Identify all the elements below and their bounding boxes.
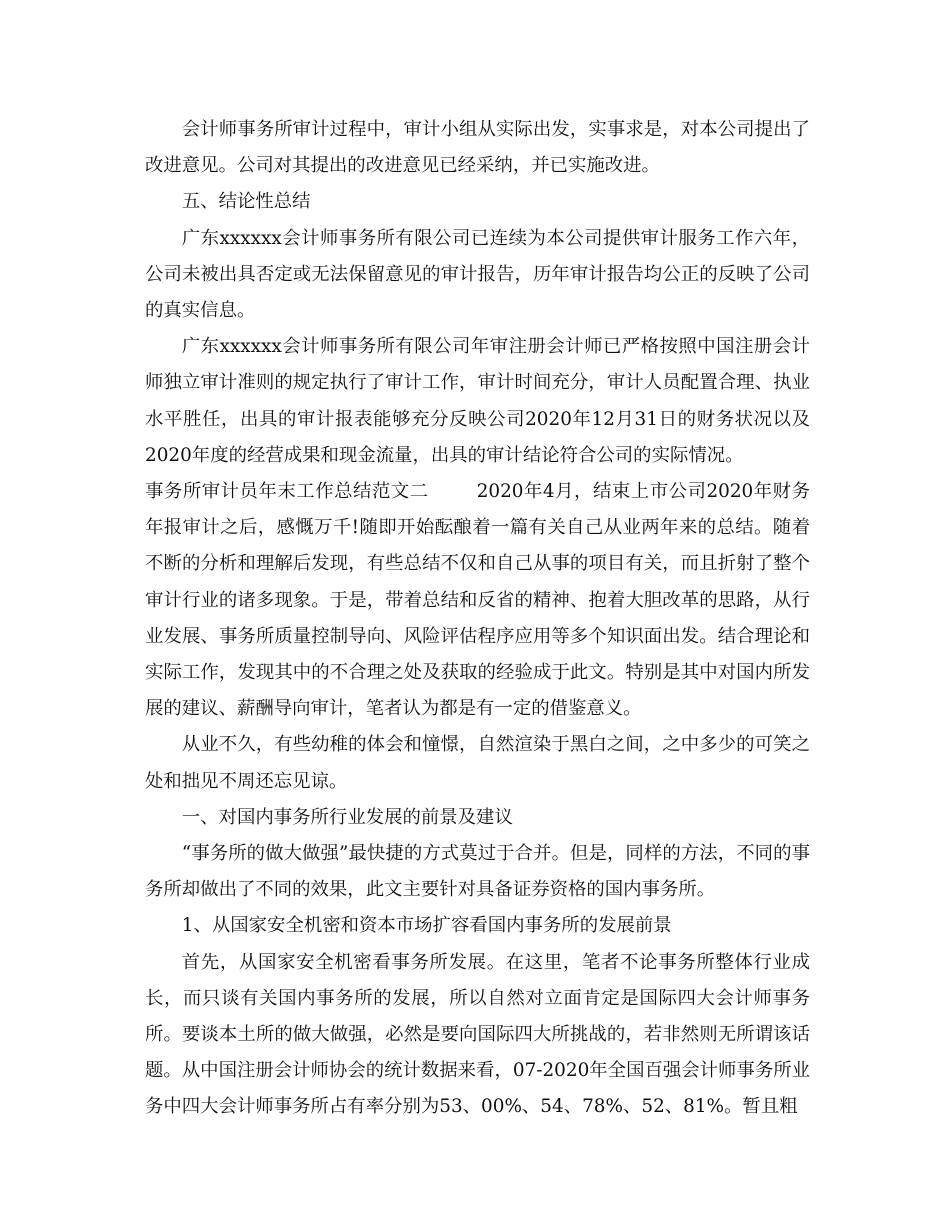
paragraph-audit-improvement: 会计师事务所审计过程中，审计小组从实际出发，实事求是，对本公司提出了改进意见。公司对其提出的改进意见已经采纳，并已实施改进。 bbox=[145, 119, 810, 177]
paragraph-sample-two bbox=[145, 474, 810, 727]
paragraph-national-security: 首先，从国家安全机密看事务所发展。在这里，笔者不论事务所整体行业成长，而只谈有关国内事务所的发展，所以自然对立面肯定是国际四大会计师事务所。要谈本土所的做大做强，必然是要向国际四大所挑战的，若非然则无所谓该话题。从中国注册会计师协会的统计数据来看，07-2020年全国百强会计师事务所业务中四大会计师事务所占有率分别为53、00%、54、78%、52、81%。暂且粗 bbox=[145, 951, 810, 1118]
subsection-heading-national-security: 1、从国家安全机密和资本市场扩容看国内事务所的发展前景 bbox=[181, 915, 672, 937]
paragraph-audit-standards: 广东xxxxxx会计师事务所有限公司年审注册会计师已严格按照中国注册会计师独立审计准则的规定执行了审计工作，审计时间充分，审计人员配置合理、执业水平胜任，出具的审计报表能够充分反映公司2020年12月31日的财务状况以及2020年度的经营成果和现金流量，出具的审计结论符合公司的实际情况。 bbox=[145, 336, 810, 466]
paragraph-audit-service-years: 广东xxxxxx会计师事务所有限公司已连续为本公司提供审计服务工作六年，公司未被出具否定或无法保留意见的审计报告，历年审计报告均公正的反映了公司的真实信息。 bbox=[145, 227, 810, 322]
section-heading-conclusion: 五、结论性总结 bbox=[181, 191, 311, 213]
paragraph-humble-note: 从业不久，有些幼稚的体会和憧憬，自然渲染于黑白之间，之中多少的可笑之处和拙见不周还忘见谅。 bbox=[145, 734, 810, 792]
document-page bbox=[145, 112, 810, 1126]
sample-two-title: 事务所审计员年末工作总结范文二 bbox=[145, 481, 429, 503]
section-heading-domestic-firms: 一、对国内事务所行业发展的前景及建议 bbox=[181, 806, 513, 828]
paragraph-merger: “事务所的做大做强”最快捷的方式莫过于合并。但是，同样的方法，不同的事务所却做出了不同的效果，此文主要针对具备证券资格的国内事务所。 bbox=[145, 843, 810, 901]
sample-two-body: 2020年4月，结束上市公司2020年财务年报审计之后，感慨万千!随即开始酝酿着一篇有关自己从业两年来的总结。随着不断的分析和理解后发现，有些总结不仅和自己从事的项目有关，而且折射了整个审计行业的诸多现象。于是，带着总结和反省的精神、抱着大胆改革的思路，从行业发展、事务所质量控制导向、风险评估程序应用等多个知识面出发。结合理论和实际工作，发现其中的不合理之处及获取的经验成于此文。特别是其中对国内所发展的建议、薪酬导向审计，笔者认为都是有一定的借鉴意义。 bbox=[145, 481, 810, 720]
